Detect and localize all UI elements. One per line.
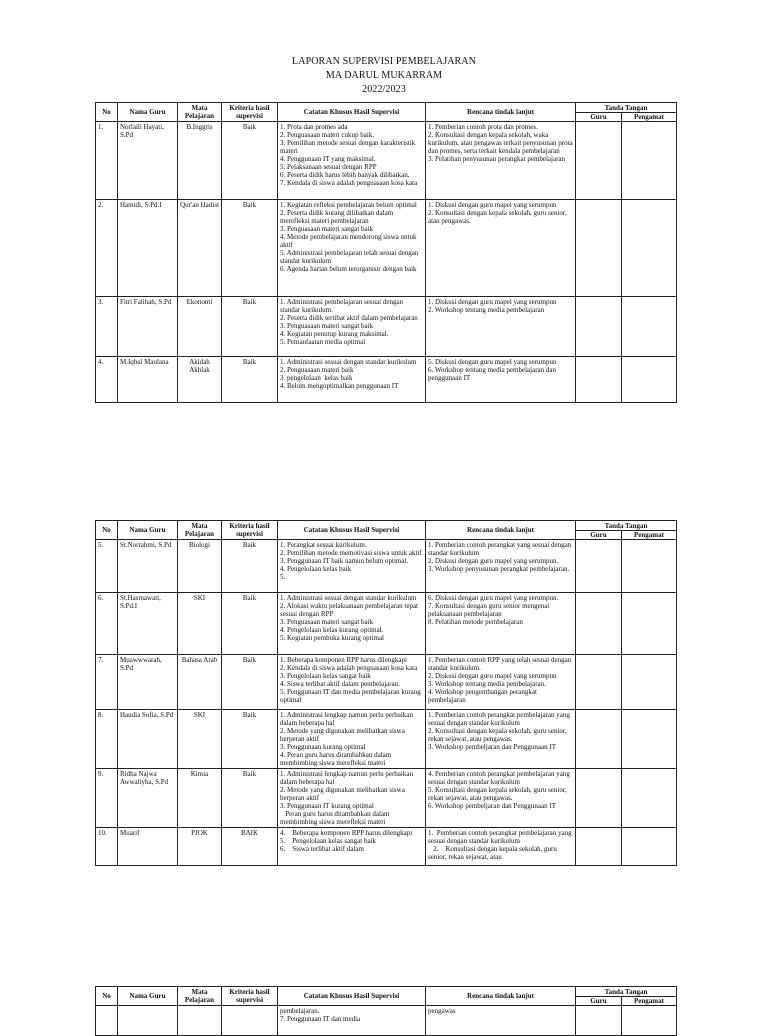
cell-nama-guru: Norlaili Hayati, S.Pd bbox=[118, 122, 178, 200]
rencana-item: 1. Diskusi dengan guru mapel yang serumpun bbox=[428, 201, 557, 209]
catatan-item: 6. Agenda harian belum terorganisir dengan baik bbox=[280, 265, 417, 273]
cell-ttd-guru bbox=[576, 769, 622, 828]
col-mata-pelajaran: Mata Pelajaran bbox=[178, 987, 222, 1006]
cell-ttd-guru bbox=[576, 828, 622, 866]
catatan-item: 1. Administrasi sesuai dengan standar kurikulum bbox=[280, 358, 417, 366]
catatan-item: 4. Pengelolaan kelas kurang optimal. bbox=[280, 626, 384, 634]
cell-catatan bbox=[278, 769, 426, 828]
rencana-item: 2. Diskusi dengan guru mapel yang serumpun bbox=[428, 672, 557, 680]
col-mata-pelajaran: Mata Pelajaran bbox=[178, 521, 222, 540]
cell-no: 2. bbox=[96, 200, 118, 297]
cell-ttd-guru bbox=[576, 122, 622, 200]
catatan-item: 7. Kendala di siswa adalah penguasaan kosa kata bbox=[280, 179, 418, 187]
catatan-item: 4. Penggunaan IT yang maksimal. bbox=[280, 155, 376, 163]
cell-mata-pelajaran: Biologi bbox=[178, 540, 222, 593]
rencana-item: 3. Workshop tentang media pembelajaran. bbox=[428, 680, 546, 688]
col-no: No bbox=[96, 521, 118, 540]
rencana-item: 2. Diskusi dengan guru mapel yang serumpun. bbox=[428, 557, 559, 565]
cell-catatan bbox=[278, 297, 426, 357]
col-tanda-tangan: Tanda Tangan bbox=[576, 103, 677, 113]
catatan-item: 1. Beberapa komponen RPP harus dilengkapi bbox=[280, 656, 407, 664]
cell-catatan bbox=[278, 655, 426, 710]
rencana-item: 2. Workshop tentang media pembelajaran bbox=[428, 306, 545, 314]
catatan-item: 3. Penguasaan materi sangat baik bbox=[280, 618, 374, 626]
table-row bbox=[96, 540, 677, 593]
cell-kriteria: Baik bbox=[222, 122, 278, 200]
catatan-item: 3. Penggunaan kurang optimal bbox=[280, 743, 366, 751]
table-row bbox=[96, 593, 677, 655]
school-name: MA DARUL MUKARRAM bbox=[325, 70, 443, 81]
catatan-item: 5. Kegiatan pembuka kurang optimal bbox=[280, 634, 384, 642]
catatan-item: 5. Penggunaan IT dan media pembelajaran kurang optimal bbox=[280, 688, 423, 704]
cell-no: 10. bbox=[96, 828, 118, 866]
cell-no: 9. bbox=[96, 769, 118, 828]
cell-nama-guru: St.Hasmawati, S.Pd.I bbox=[118, 593, 178, 655]
rencana-list bbox=[428, 358, 573, 382]
rencana-item: 1. Pemberian contoh perangkat yang sesuai dengan standar kurikulum bbox=[428, 541, 574, 557]
cell-ttd-pengamat bbox=[622, 297, 677, 357]
catatan-list bbox=[280, 541, 423, 581]
supervision-table-page-2 bbox=[95, 520, 677, 866]
rencana-line: pengawas bbox=[428, 1007, 456, 1015]
col-guru: Guru bbox=[576, 531, 622, 540]
catatan-item: 5. Administrasi pembelajaran telah sesuai dengan standar kurikulum bbox=[280, 249, 421, 265]
cell-no: 1. bbox=[96, 122, 118, 200]
catatan-item: 1. Administrasi lengkap namun perlu perbaikan dalam beberapa hal bbox=[280, 770, 415, 786]
rencana-list bbox=[428, 201, 573, 225]
rencana-item: 5. Konsultasi dengan kepala sekolah, guru senior, rekan sejawat, atau pengawas. bbox=[428, 786, 569, 802]
catatan-item: 4. Kegiatan penutup kurang maksimal. bbox=[280, 330, 389, 338]
cell-nama-guru: M.Iqbal Maulana bbox=[118, 357, 178, 403]
cell-kriteria: Baik bbox=[222, 593, 278, 655]
catatan-item: 1. Administrasi pembelajaran sesuai dengan standar kurikulum. bbox=[280, 298, 405, 314]
table-row bbox=[96, 769, 677, 828]
cell-mata-pelajaran: Bahasa Arab bbox=[178, 655, 222, 710]
rencana-item: 8. Pelatihan metode pembelajaran bbox=[428, 618, 523, 626]
rencana-item: 1. Pemberian contoh prota dan promes. bbox=[428, 123, 538, 131]
cell-ttd-guru bbox=[576, 357, 622, 403]
cell-ttd-pengamat bbox=[622, 122, 677, 200]
col-nama-guru: Nama Guru bbox=[118, 987, 178, 1006]
catatan-item: 2. Alokasi waktu pelaksanaan pembelajaran tepat sesuai dengan RPP bbox=[280, 602, 420, 618]
catatan-list bbox=[280, 358, 423, 390]
catatan-list bbox=[280, 298, 423, 346]
cell-ttd-pengamat bbox=[622, 828, 677, 866]
rencana-item: 2. Konsultasi dengan kepala sekolah, waka kurikulum, atau pengawas terkait penyusunan prota dan promes, serta terkait kendala pembelajaran bbox=[428, 131, 575, 155]
cell-mata-pelajaran: B.Inggris bbox=[178, 122, 222, 200]
col-nama-guru: Nama Guru bbox=[118, 521, 178, 540]
cell-ttd-guru bbox=[576, 710, 622, 769]
table-row bbox=[96, 710, 677, 769]
catatan-item: 3. Pengelolaan kelas sangat baik bbox=[280, 672, 371, 680]
cell-nama-guru: Haudia Sofia, S.Pd bbox=[118, 710, 178, 769]
catatan-item: 2. Penguasaan materi cukup baik. bbox=[280, 131, 375, 139]
cell-rencana bbox=[426, 828, 576, 866]
col-pengamat: Pengamat bbox=[622, 113, 677, 122]
rencana-list bbox=[428, 541, 573, 573]
catatan-item: 4. Metode pembelajaran mendorong siswa untuk aktif bbox=[280, 233, 419, 249]
cell-ttd-guru bbox=[576, 593, 622, 655]
cell-ttd-pengamat bbox=[622, 357, 677, 403]
table-row bbox=[96, 357, 677, 403]
catatan-item: 4. Pengelolaan kelas baik bbox=[280, 565, 352, 573]
col-guru: Guru bbox=[576, 113, 622, 122]
cell-ttd-guru bbox=[576, 655, 622, 710]
catatan-item: 5. bbox=[280, 573, 286, 581]
rencana-item: 6. Workshop tentang media pembelajaran dan penggunaan IT bbox=[428, 366, 558, 382]
col-pengamat: Pengamat bbox=[622, 531, 677, 540]
cell-catatan bbox=[278, 828, 426, 866]
cell-kriteria: Baik bbox=[222, 200, 278, 297]
cell-catatan bbox=[278, 710, 426, 769]
cell-rencana bbox=[426, 769, 576, 828]
cell-ttd-guru bbox=[576, 200, 622, 297]
cell-nama-guru: Muawwwarah, S.Pd bbox=[118, 655, 178, 710]
cell-kriteria: Baik bbox=[222, 655, 278, 710]
cell-ttd-pengamat bbox=[622, 540, 677, 593]
cell-nama-guru bbox=[118, 1006, 178, 1036]
cell-catatan bbox=[278, 122, 426, 200]
table-row bbox=[96, 200, 677, 297]
cell-nama-guru: Muarif bbox=[118, 828, 178, 866]
cell-no: 5. bbox=[96, 540, 118, 593]
cell-kriteria: Baik bbox=[222, 710, 278, 769]
cell-catatan bbox=[278, 200, 426, 297]
cell-nama-guru: Hamidi, S.Pd.I bbox=[118, 200, 178, 297]
cell-ttd-pengamat bbox=[622, 1006, 677, 1036]
col-catatan: Catatan Khusus Hasil Supervisi bbox=[278, 987, 426, 1006]
cell-no: 6. bbox=[96, 593, 118, 655]
catatan-list bbox=[280, 594, 423, 642]
cell-kriteria: Baik bbox=[222, 297, 278, 357]
cell-mata-pelajaran: SKI bbox=[178, 593, 222, 655]
catatan-item: 2. Kendala di siswa adalah penguasaan kosa kata bbox=[280, 664, 418, 672]
catatan-list bbox=[280, 711, 423, 767]
catatan-item: 2. Metode yang digunakan melibatkan siswa berperan aktif bbox=[280, 727, 407, 743]
col-nama-guru: Nama Guru bbox=[118, 103, 178, 122]
cell-kriteria bbox=[222, 1006, 278, 1036]
cell-kriteria: Baik bbox=[222, 769, 278, 828]
rencana-list bbox=[428, 298, 573, 314]
col-kriteria: Kriteria hasil supervisi bbox=[222, 521, 278, 540]
catatan-item: 2. Peserta didik kurang dilibatkan dalam merefleksi materi pembelajaran bbox=[280, 209, 395, 225]
catatan-item: 2. Peserta didik tertibat aktif dalam pembelajaran bbox=[280, 314, 418, 322]
catatan-item: 4. Siswa terlibat aktif dalam pembelajaran. bbox=[280, 680, 400, 688]
cell-mata-pelajaran: Qur'an Hadist bbox=[178, 200, 222, 297]
rencana-item: 3. Pelatihan penyusunan perangkat pembelajaran bbox=[428, 155, 566, 163]
catatan-list bbox=[280, 656, 423, 704]
col-catatan: Catatan Khusus Hasil Supervisi bbox=[278, 103, 426, 122]
col-kriteria: Kriteria hasil supervisi bbox=[222, 987, 278, 1006]
cell-nama-guru: Fitri Fatihah, S.Pd bbox=[118, 297, 178, 357]
cell-kriteria: BAIK bbox=[222, 828, 278, 866]
table-row bbox=[96, 297, 677, 357]
rencana-item: 7. Konsultasi dengan guru senior mengenai pelaksanaan pembelajaran bbox=[428, 602, 552, 618]
col-rencana: Rencana tindak lanjut bbox=[426, 521, 576, 540]
supervision-table-page-3 bbox=[95, 986, 677, 1036]
catatan-list bbox=[280, 770, 423, 826]
rencana-list bbox=[428, 594, 573, 626]
catatan-item: 1. Perangkat sesuai kurikulum. bbox=[280, 541, 367, 549]
cell-ttd-guru bbox=[576, 1006, 622, 1036]
catatan-item: 5. Pelaksanaan sesuai dengan RPP bbox=[280, 163, 377, 171]
rencana-list bbox=[428, 123, 573, 163]
rencana-item: 4. Pemberian contoh perangkat pembelajaran yang sesuai dengan standar kurikulum bbox=[428, 770, 572, 786]
cell-catatan bbox=[278, 593, 426, 655]
rencana-item: 1. Diskusi dengan guru mapel yang serumpun bbox=[428, 298, 557, 306]
rencana-list bbox=[428, 770, 573, 810]
rencana-item: 1. Pemberian contoh perangkat pembelajaran yang sesuai dengan standar kurikulum bbox=[428, 711, 572, 727]
col-no: No bbox=[96, 987, 118, 1006]
school-year: 2022/2023 bbox=[362, 84, 406, 95]
rencana-item: 6. Workshop pembeljaran dan Penggunaan IT bbox=[428, 802, 556, 810]
cell-no: 3. bbox=[96, 297, 118, 357]
cell-mata-pelajaran: SKI bbox=[178, 710, 222, 769]
cell-kriteria: Baik bbox=[222, 357, 278, 403]
col-mata-pelajaran: Mata Pelajaran bbox=[178, 103, 222, 122]
table-row bbox=[96, 655, 677, 710]
catatan-item: 3. Penguasaan materi sangat baik bbox=[280, 225, 374, 233]
catatan-list bbox=[280, 123, 423, 187]
rencana-item: 3. Workshop penyusunan perangkat pembelajaran. bbox=[428, 565, 570, 573]
catatan-item: 3. Penggunaan IT baik namun belum optimal. bbox=[280, 557, 409, 565]
cell-no: 7. bbox=[96, 655, 118, 710]
catatan-item: 4. Belum mengoptimalkan penggunaan IT bbox=[280, 382, 399, 390]
catatan-list bbox=[280, 829, 423, 853]
col-no: No bbox=[96, 103, 118, 122]
catatan-item: 3. Penguasaan materi sangat baik bbox=[280, 322, 374, 330]
catatan-line: 7. Penggunaan IT dan media bbox=[280, 1015, 361, 1023]
catatan-item: 2. Metode yang digunakan melibatkan siswa berperan aktif bbox=[280, 786, 407, 802]
catatan-item: 3. Pemilihan metode sesuai dengan karakteristik materi bbox=[280, 139, 418, 155]
cell-no: 4. bbox=[96, 357, 118, 403]
col-rencana: Rencana tindak lanjut bbox=[426, 987, 576, 1006]
catatan-item: 4. Peran guru harus ditambahkan dalam membimbing siswa merefleksi materi bbox=[280, 751, 393, 767]
cell-ttd-pengamat bbox=[622, 769, 677, 828]
cell-ttd-pengamat bbox=[622, 200, 677, 297]
cell-ttd-guru bbox=[576, 297, 622, 357]
table-row bbox=[96, 122, 677, 200]
catatan-item: 1. Administrasi lengkap namun perlu perbaikan dalam beberapa hal bbox=[280, 711, 415, 727]
rencana-item: 4. Workshop pengembangan perangkat pembelajaran bbox=[428, 688, 539, 704]
cell-catatan bbox=[278, 540, 426, 593]
table-row bbox=[96, 1006, 677, 1036]
catatan-item: 4. Beberapa komponen RPP harus dilengkapi bbox=[280, 829, 413, 837]
cell-catatan bbox=[278, 1006, 426, 1036]
cell-mata-pelajaran bbox=[178, 1006, 222, 1036]
cell-rencana bbox=[426, 200, 576, 297]
cell-kriteria: Baik bbox=[222, 540, 278, 593]
col-pengamat: Pengamat bbox=[622, 997, 677, 1006]
col-tanda-tangan: Tanda Tangan bbox=[576, 987, 677, 997]
col-tanda-tangan: Tanda Tangan bbox=[576, 521, 677, 531]
catatan-item: 6. Peserta didik harus lebih banyak dilibatkan. bbox=[280, 171, 410, 179]
cell-mata-pelajaran: PJOK bbox=[178, 828, 222, 866]
catatan-item: 2. Penguasaan materi baik bbox=[280, 366, 354, 374]
cell-mata-pelajaran: Ekonomi bbox=[178, 297, 222, 357]
catatan-list bbox=[280, 201, 423, 273]
rencana-list bbox=[428, 711, 573, 751]
cell-rencana bbox=[426, 297, 576, 357]
supervision-table-page-1 bbox=[95, 102, 677, 403]
cell-ttd-pengamat bbox=[622, 655, 677, 710]
col-kriteria: Kriteria hasil supervisi bbox=[222, 103, 278, 122]
cell-mata-pelajaran: Akidah Akhlak bbox=[178, 357, 222, 403]
catatan-item: 3. pengelolaan kelas baik bbox=[280, 374, 353, 382]
table-row bbox=[96, 828, 677, 866]
rencana-list bbox=[428, 829, 573, 861]
cell-ttd-guru bbox=[576, 540, 622, 593]
cell-rencana bbox=[426, 357, 576, 403]
catatan-item: 2. Pemilihan metode memotivasi siswa untuk aktif bbox=[280, 549, 422, 557]
rencana-item: 2. Konsultasi dengan kepala sekolah, guru senior, rekan sejawat, atau pengawas. bbox=[428, 727, 569, 743]
col-catatan: Catatan Khusus Hasil Supervisi bbox=[278, 521, 426, 540]
catatan-item: Peran guru harus ditambahkan dalam membimbing siswa merefleksi materi bbox=[280, 810, 392, 826]
rencana-item: 1. Pemberian contoh RPP yang telah sesuai dengan standar kurikulum. bbox=[428, 656, 573, 672]
col-rencana: Rencana tindak lanjut bbox=[426, 103, 576, 122]
cell-rencana bbox=[426, 122, 576, 200]
cell-catatan bbox=[278, 357, 426, 403]
cell-rencana bbox=[426, 710, 576, 769]
rencana-item: 2. Konsultasi dengan kepala sekolah, guru senior, rekan sejawat, atau bbox=[428, 845, 559, 861]
rencana-item: 3. Workshop pembeljaran dan Penggunaan IT bbox=[428, 743, 556, 751]
catatan-item: 1. Administrasi sesuai dengan standar kurikulum bbox=[280, 594, 417, 602]
col-guru: Guru bbox=[576, 997, 622, 1006]
cell-nama-guru: Ridha Najwa Awwaliyha, S.Pd bbox=[118, 769, 178, 828]
rencana-item: 6. Diskusi dengan guru mapel yang serumpun. bbox=[428, 594, 559, 602]
catatan-item: 1. Prota dan promes ada bbox=[280, 123, 348, 131]
rencana-item: 5. Diskusi dengan guru mapel yang serumpun bbox=[428, 358, 557, 366]
cell-mata-pelajaran: Kimia bbox=[178, 769, 222, 828]
report-title: LAPORAN SUPERVISI PEMBELAJARAN bbox=[292, 56, 476, 67]
rencana-item: 2. Konsultasi dengan kepala sekolah, guru senior, atau pengawas. bbox=[428, 209, 569, 225]
catatan-item: 5. Pengelolaan kelas sangat baik bbox=[280, 837, 377, 845]
cell-rencana bbox=[426, 655, 576, 710]
cell-rencana bbox=[426, 1006, 576, 1036]
catatan-item: 6. Siswa terlibat aktif dalam bbox=[280, 845, 364, 853]
catatan-line: pembelajaran. bbox=[280, 1007, 320, 1015]
catatan-item: 1. Kegiatan refleksi pembelajaran belum optimal bbox=[280, 201, 417, 209]
cell-nama-guru: St.Norrahmi, S.Pd bbox=[118, 540, 178, 593]
cell-no bbox=[96, 1006, 118, 1036]
cell-ttd-pengamat bbox=[622, 593, 677, 655]
cell-rencana bbox=[426, 593, 576, 655]
cell-rencana bbox=[426, 540, 576, 593]
rencana-list bbox=[428, 656, 573, 704]
rencana-item: 1. Pemberian contoh perangkat pembelajaran yang sesuai dengan standar kurikulum bbox=[428, 829, 574, 845]
catatan-item: 5. Pemanfaatan media optimal bbox=[280, 338, 366, 346]
catatan-item: 3. Penggunaan IT kurang optimal bbox=[280, 802, 374, 810]
cell-no: 8. bbox=[96, 710, 118, 769]
cell-ttd-pengamat bbox=[622, 710, 677, 769]
